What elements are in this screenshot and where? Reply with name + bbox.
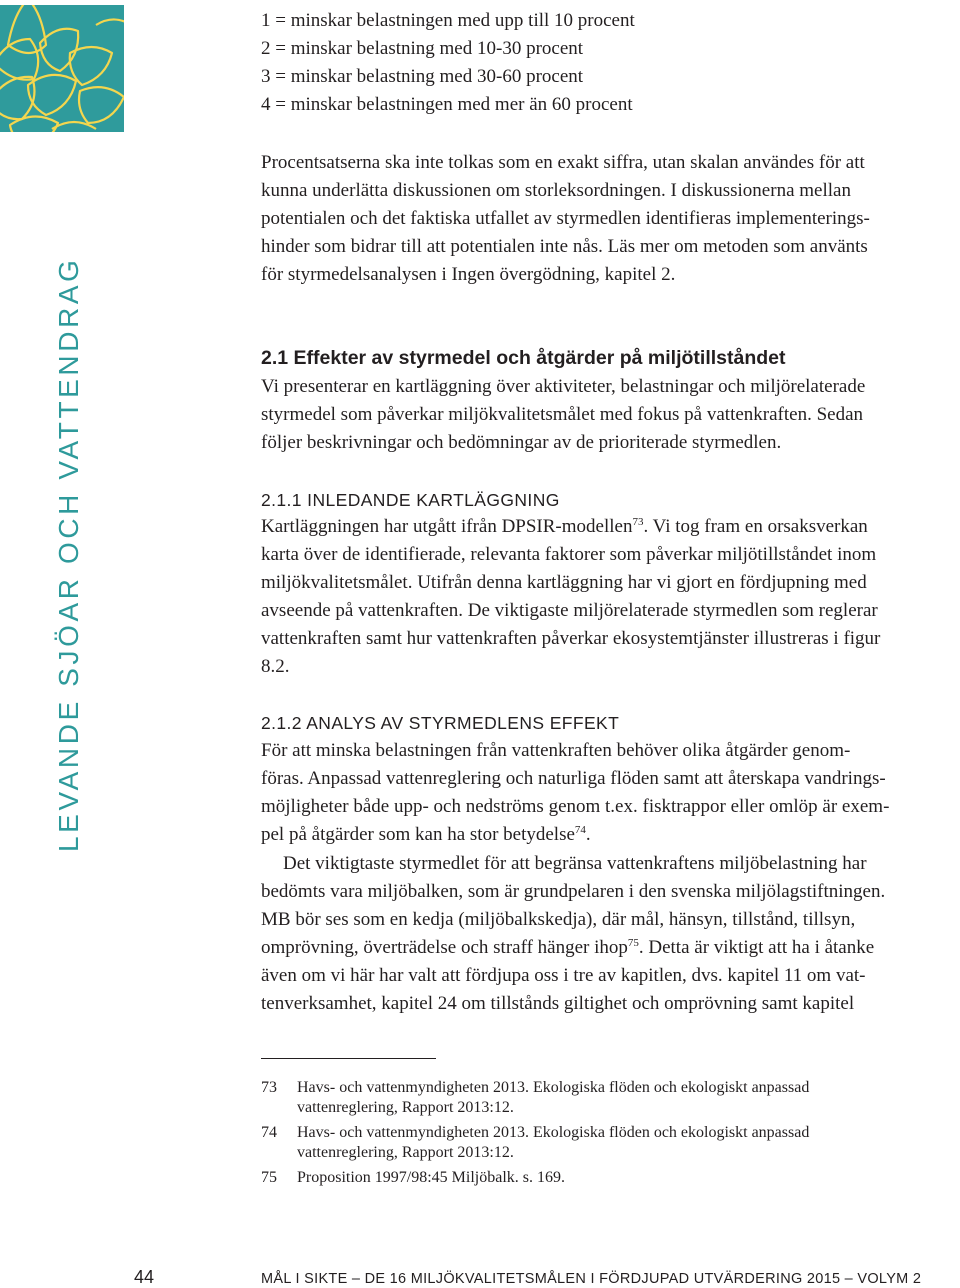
subsection-paragraph <box>261 850 941 1018</box>
footnote-text: Havs- och vattenmyndigheten 2013. Ekologiska flöden och ekologiskt anpassad <box>297 1124 810 1141</box>
subsection-paragraph <box>261 513 941 681</box>
text-run: . <box>585 824 591 845</box>
scale-list <box>261 7 941 119</box>
text-line <box>261 934 941 962</box>
footnote-ref[interactable]: 75 <box>627 937 639 949</box>
text-run: . Vi tog fram en orsaksverkan <box>643 516 868 537</box>
water-lily-logo-icon <box>0 5 124 132</box>
intro-paragraph <box>261 149 941 289</box>
scale-line: 2 = minskar belastning med 10-30 procent <box>261 38 584 59</box>
footnote <box>261 1078 921 1118</box>
text-run: pel på åtgärder som kan ha stor betydelse <box>261 824 575 845</box>
text-line: Procentsatserna ska inte tolkas som en exakt siffra, utan skalan användes för att <box>261 152 865 173</box>
text-line: även om vi här har valt att fördjupa oss i tre av kapitlen, dvs. kapitel 11 om vat- <box>261 965 866 986</box>
text-run: omprövning, överträdelse och straff hänger ihop <box>261 937 628 958</box>
text-line: potentialen och det faktiska utfallet av styrmedlen identifieras implementerings- <box>261 208 870 229</box>
section-heading: 2.1 Effekter av styrmedel och åtgärder på miljötillståndet <box>261 347 786 369</box>
text-line: 8.2. <box>261 656 290 677</box>
footnote <box>261 1123 921 1163</box>
text-line: bedömts vara miljöbalken, som är grundpelaren i den svenska miljölagstiftningen. <box>261 881 886 902</box>
text-line: Vi presenterar en kartläggning över aktiviteter, belastningar och miljörelaterade <box>261 376 866 397</box>
footnote-number: 75 <box>261 1169 277 1186</box>
text-line: styrmedel som påverkar miljökvalitetsmålet med fokus på vattenkraften. Sedan <box>261 404 864 425</box>
footnote-text: Havs- och vattenmyndigheten 2013. Ekologiska flöden och ekologiskt anpassad <box>297 1079 810 1096</box>
side-title: LEVANDE SJÖAR OCH VATTENDRAG <box>53 256 84 852</box>
page-number: 44 <box>134 1267 155 1287</box>
footnote-divider <box>261 1058 436 1059</box>
text-line <box>261 821 941 849</box>
text-line: För att minska belastningen från vattenkraften behöver olika åtgärder genom- <box>261 740 851 761</box>
subsection-paragraph <box>261 737 941 849</box>
text-line <box>261 513 941 541</box>
text-line: avseende på vattenkraften. De viktigaste miljörelaterade styrmedlen som reglerar <box>261 600 878 621</box>
scale-line: 1 = minskar belastningen med upp till 10 procent <box>261 10 635 31</box>
text-line: föras. Anpassad vattenreglering och naturliga flöden samt att återskapa vandrings- <box>261 768 886 789</box>
text-line: tenverksamhet, kapitel 24 om tillstånds giltighet och omprövning samt kapitel <box>261 993 855 1014</box>
text-line: MB bör ses som en kedja (miljöbalkskedja), där mål, hänsyn, tillstånd, tillsyn, <box>261 909 856 930</box>
text-line: Det viktigtaste styrmedlet för att begränsa vattenkraftens miljöbelastning har <box>283 853 867 874</box>
subsection-heading: 2.1.2 ANALYS AV STYRMEDLENS EFFEKT <box>261 713 620 733</box>
footnote-ref[interactable]: 73 <box>632 516 644 528</box>
text-line: miljökvalitetsmålet. Utifrån denna kartläggning har vi gjort en fördjupning med <box>261 572 867 593</box>
text-run: . Detta är viktigt att ha i åtanke <box>638 937 875 958</box>
text-line: följer beskrivningar och bedömningar av de prioriterade styrmedlen. <box>261 432 782 453</box>
text-line: vattenkraften samt hur vattenkraften påverkar ekosystemtjänster illustreras i figur <box>261 628 881 649</box>
footnote-ref[interactable]: 74 <box>574 824 586 836</box>
footnote-text: vattenreglering, Rapport 2013:12. <box>297 1099 514 1116</box>
footnote <box>261 1168 921 1188</box>
text-run: Kartläggningen har utgått ifrån DPSIR-modellen <box>261 516 633 537</box>
text-line: möjligheter både upp- och nedströms genom t.ex. fisktrappor eller omlöp är exem- <box>261 796 890 817</box>
text-line: karta över de identifierade, relevanta faktorer som påverkar miljötillståndet inom <box>261 544 877 565</box>
text-line: kunna underlätta diskussionen om storleksordningen. I diskussionerna mellan <box>261 180 851 201</box>
footnote-text: vattenreglering, Rapport 2013:12. <box>297 1144 514 1161</box>
text-line: hinder som bidrar till att potentialen inte nås. Läs mer om metoden som använts <box>261 236 868 257</box>
scale-line: 4 = minskar belastningen med mer än 60 procent <box>261 94 633 115</box>
footnote-number: 74 <box>261 1124 277 1141</box>
footnote-number: 73 <box>261 1079 277 1096</box>
running-title: MÅL I SIKTE – DE 16 MILJÖKVALITETSMÅLEN I FÖRDJUPAD UTVÄRDERING 2015 – VOLYM 2 <box>261 1271 922 1287</box>
section-paragraph <box>261 373 941 457</box>
subsection-heading: 2.1.1 INLEDANDE KARTLÄGGNING <box>261 490 560 510</box>
scale-line: 3 = minskar belastning med 30-60 procent <box>261 66 584 87</box>
footnote-text: Proposition 1997/98:45 Miljöbalk. s. 169. <box>297 1169 566 1186</box>
text-line: för styrmedelsanalysen i Ingen övergödning, kapitel 2. <box>261 264 676 285</box>
